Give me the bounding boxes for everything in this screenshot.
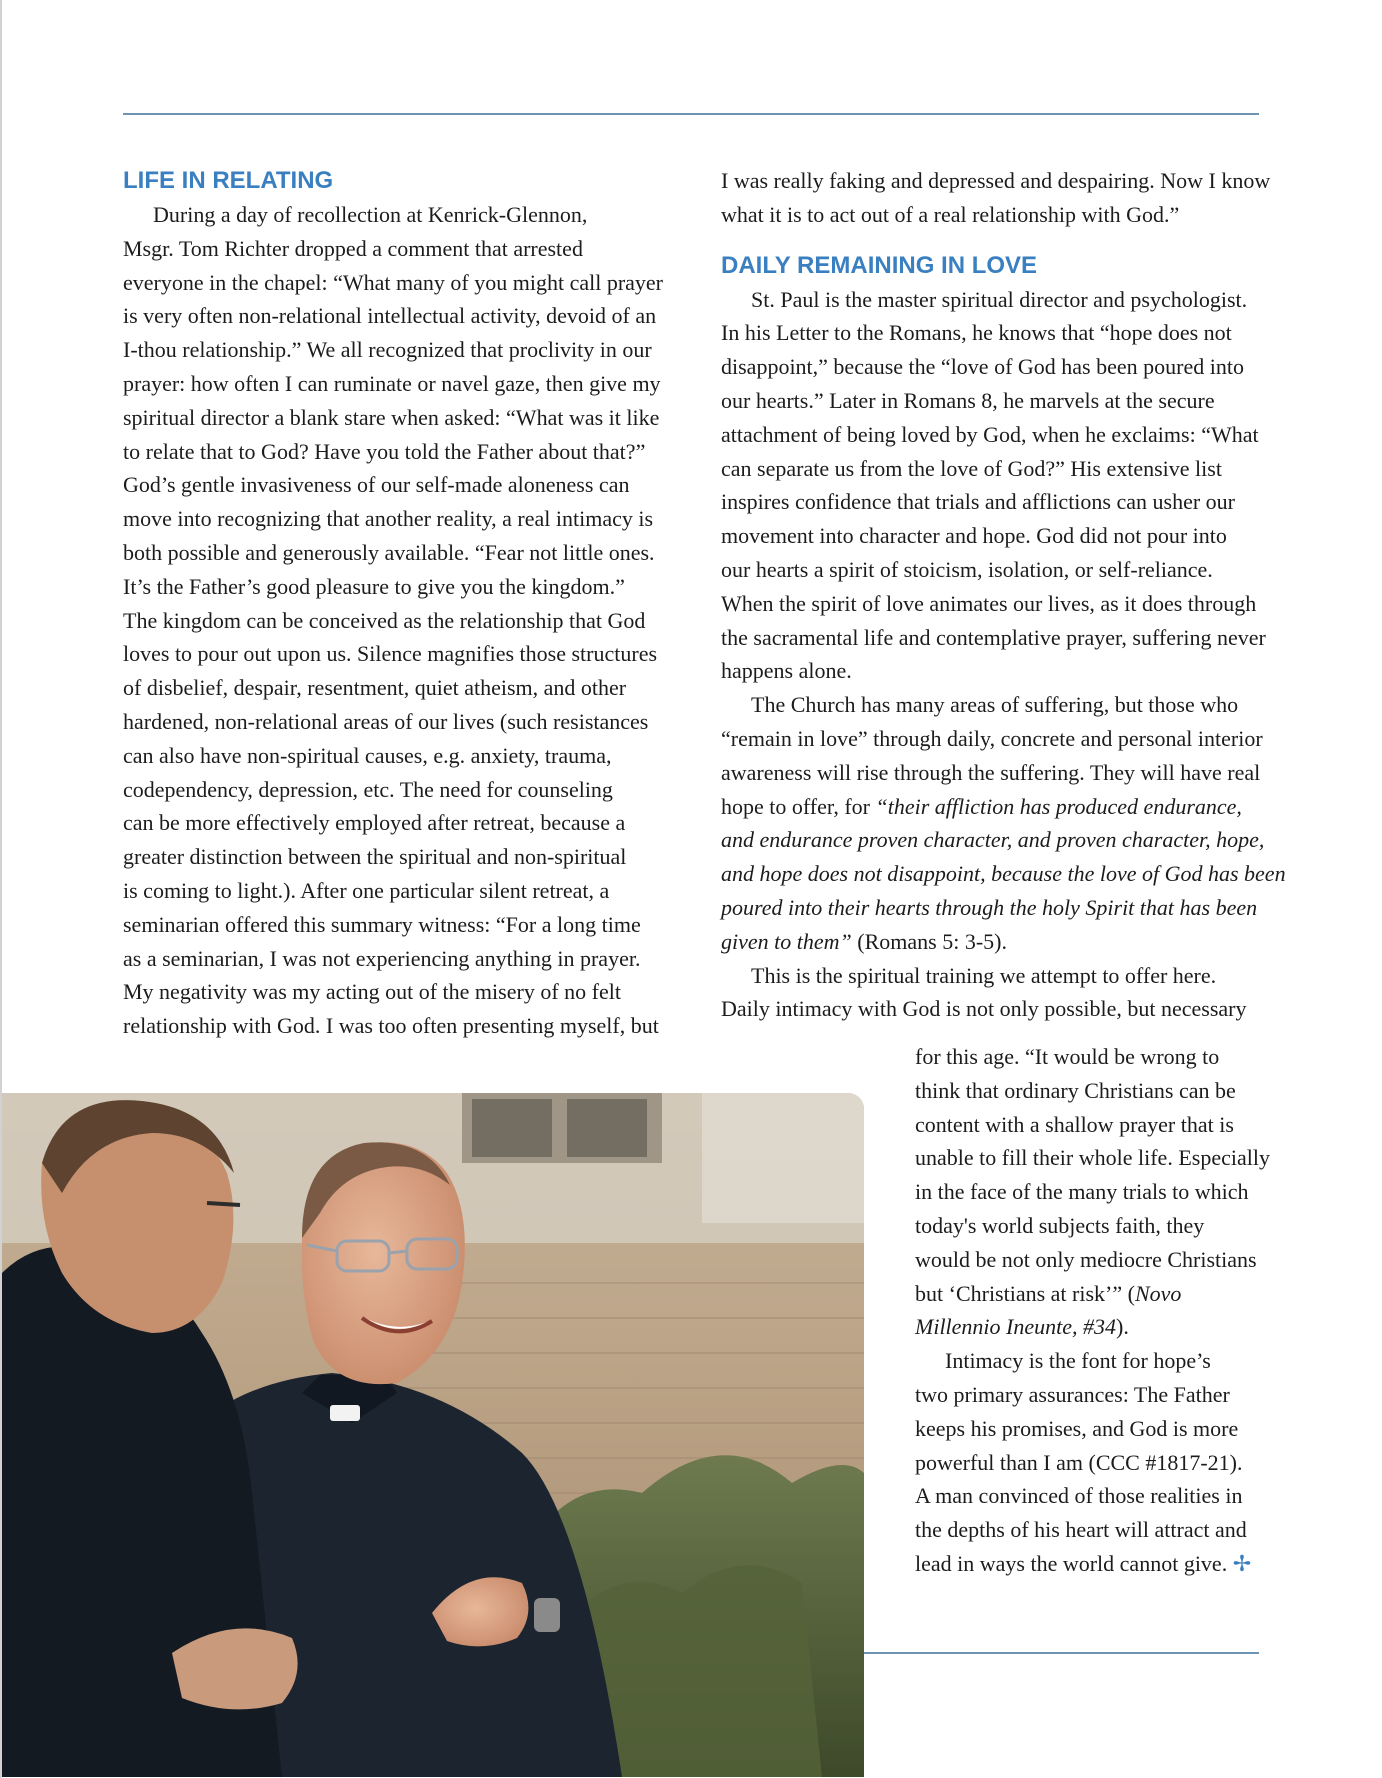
text-line: It’s the Father’s good pleasure to give you the kingdom.” [123, 573, 625, 599]
text-line: our hearts.” Later in Romans 8, he marvels at the secure [721, 387, 1215, 413]
text-line: The kingdom can be conceived as the relationship that God [123, 607, 646, 633]
text-line [915, 1310, 1265, 1344]
heading-daily-remaining-in-love: DAILY REMAINING IN LOVE [721, 251, 1038, 279]
text-line: In his Letter to the Romans, he knows that “hope does not [721, 320, 1232, 346]
scripture-quote-line: poured into their hearts through the holy Spirit that has been [721, 894, 1258, 920]
text-line: spiritual director a blank stare when asked: “What was it like [123, 404, 660, 430]
text-line: “remain in love” through daily, concrete and personal interior [721, 725, 1263, 751]
text-line: relationship with God. I was too often presenting myself, but [123, 1013, 659, 1039]
text-line: powerful than I am (CCC #1817-21). [915, 1449, 1243, 1475]
document-title: Novo [1134, 1280, 1182, 1306]
text-line: can also have non-spiritual causes, e.g. anxiety, trauma, [123, 742, 612, 768]
text-line: This is the spiritual training we attempt to offer here. [751, 962, 1217, 988]
text-line: of disbelief, despair, resentment, quiet atheism, and other [123, 675, 627, 701]
text-line: keeps his promises, and God is more [915, 1415, 1239, 1441]
text-line: Msgr. Tom Richter dropped a comment that arrested [123, 235, 583, 261]
scripture-citation: (Romans 5: 3-5). [851, 928, 1007, 954]
left-paragraph [123, 198, 663, 1043]
text-line: our hearts a spirit of stoicism, isolation, or self-reliance. [721, 556, 1213, 582]
text-line: awareness will rise through the suffering. They will have real [721, 759, 1261, 785]
text-plain: hope to offer, for [721, 793, 876, 819]
text-line [721, 790, 1261, 824]
right-narrow-column [915, 1040, 1270, 1582]
paragraph-novo-millennio [915, 1040, 1270, 1344]
text-line [915, 1277, 1265, 1311]
text-line: prayer: how often I can ruminate or navel gaze, then give my [123, 370, 661, 396]
text-line: in the face of the many trials to which [915, 1179, 1249, 1205]
text-line: can be more effectively employed after retreat, because a [123, 810, 626, 836]
text-line: the depths of his heart will attract and [915, 1517, 1247, 1543]
text-line: movement into character and hope. God did not pour into [721, 523, 1227, 549]
paragraph-church-suffering [721, 688, 1286, 958]
left-column [123, 164, 663, 1043]
text-plain: lead in ways the world cannot give. [915, 1550, 1228, 1576]
text-line: today's world subjects faith, they [915, 1212, 1205, 1238]
scripture-quote: given to them” [721, 928, 852, 954]
text-line [915, 1547, 1265, 1582]
text-line: everyone in the chapel: “What many of you might call prayer [123, 269, 664, 295]
heading-life-in-relating: LIFE IN RELATING [123, 167, 334, 194]
text-line: move into recognizing that another reality, a real intimacy is [123, 506, 654, 532]
text-line: what it is to act out of a real relationship with God.” [721, 201, 1180, 227]
text-line: happens alone. [721, 658, 852, 684]
text-plain: but ‘Christians at risk’” ( [915, 1280, 1135, 1306]
text-line: codependency, depression, etc. The need for counseling [123, 776, 613, 802]
scripture-quote-line: and endurance proven character, and proven character, hope, [721, 827, 1265, 853]
text-line: for this age. “It would be wrong to [915, 1044, 1220, 1069]
text-line: both possible and generously available. “Fear not little ones. [123, 539, 655, 565]
text-line: attachment of being loved by God, when he exclaims: “What [721, 421, 1259, 447]
text-line: seminarian offered this summary witness: “For a long time [123, 911, 641, 937]
text-line: hardened, non-relational areas of our lives (such resistances [123, 708, 649, 734]
text-line: is very often non-relational intellectual activity, devoid of an [123, 303, 657, 329]
text-line [721, 925, 1261, 959]
scripture-quote: “their affliction has produced endurance, [875, 793, 1242, 819]
text-line: the sacramental life and contemplative prayer, suffering never [721, 624, 1266, 650]
scripture-quote-line: and hope does not disappoint, because the love of God has been [721, 861, 1286, 887]
text-line: The Church has many areas of suffering, but those who [751, 692, 1239, 718]
text-line: God’s gentle invasiveness of our self-made aloneness can [123, 472, 630, 498]
cross-end-mark-icon: ✢ [1232, 1551, 1252, 1577]
text-line: A man convinced of those realities in [915, 1483, 1243, 1509]
document-title: Millennio Ineunte, #34 [915, 1314, 1117, 1340]
text-line: can separate us from the love of God?” His extensive list [721, 455, 1222, 481]
text-line: Intimacy is the font for hope’s [945, 1348, 1211, 1374]
bottom-rule [864, 1652, 1259, 1654]
text-line: Daily intimacy with God is not only possible, but necessary [721, 996, 1247, 1022]
text-line: I-thou relationship.” We all recognized that proclivity in our [123, 337, 652, 363]
text-line: greater distinction between the spiritual and non-spiritual [123, 844, 627, 870]
text-line: During a day of recollection at Kenrick-Glennon, [153, 202, 588, 227]
text-line: unable to fill their whole life. Especially [915, 1145, 1270, 1171]
text-line: to relate that to God? Have you told the Father about that?” [123, 438, 646, 464]
photo-priests-talking [2, 1093, 864, 1777]
paragraph-intimacy [915, 1344, 1265, 1582]
paragraph-spiritual-training [721, 959, 1261, 1027]
text-line: My negativity was my acting out of the misery of no felt [123, 979, 621, 1005]
text-line: inspires confidence that trials and afflictions can usher our [721, 489, 1235, 515]
text-line: think that ordinary Christians can be [915, 1077, 1236, 1103]
top-rule [123, 113, 1259, 115]
text-line: two primary assurances: The Father [915, 1381, 1230, 1407]
paragraph-st-paul [721, 283, 1266, 689]
text-plain: ). [1116, 1314, 1129, 1340]
text-line: I was really faking and depressed and despairing. Now I know [721, 168, 1271, 193]
continued-quote [721, 164, 1271, 232]
photo-illustration [2, 1093, 864, 1777]
text-line: as a seminarian, I was not experiencing anything in prayer. [123, 945, 641, 971]
text-line: would be not only mediocre Christians [915, 1246, 1257, 1272]
text-line: is coming to light.). After one particular silent retreat, a [123, 877, 610, 903]
text-line: St. Paul is the master spiritual director and psychologist. [751, 286, 1248, 312]
text-line: content with a shallow prayer that is [915, 1111, 1234, 1137]
text-line: disappoint,” because the “love of God has been poured into [721, 354, 1244, 380]
text-line: loves to pour out upon us. Silence magnifies those structures [123, 641, 658, 667]
text-line: When the spirit of love animates our lives, as it does through [721, 590, 1257, 616]
right-column [721, 164, 1286, 1026]
